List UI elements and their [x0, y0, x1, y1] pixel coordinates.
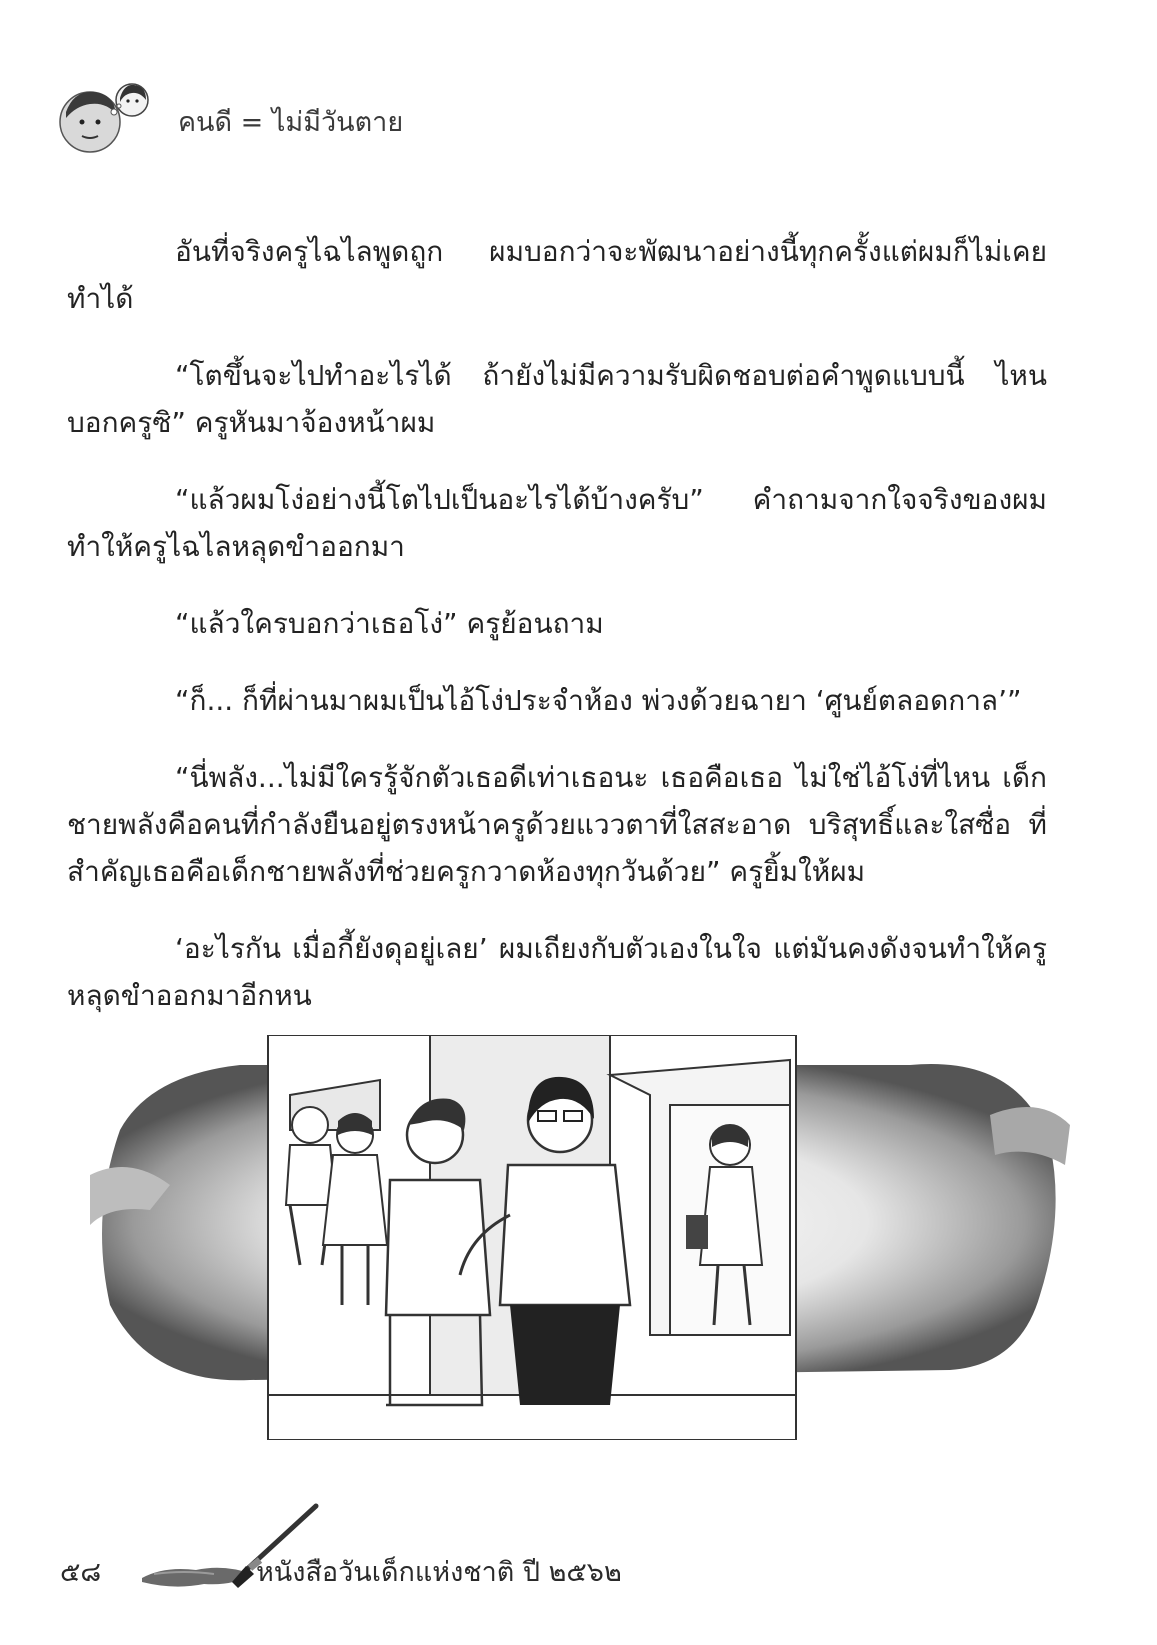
paragraph: ‘อะไรกัน เมื่อกี้ยังดุอยู่เลย’ ผมเถียงกับตัวเองในใจ แต่มันคงดังจนทำให้ครูหลุดขำออกมาอีกหน [67, 932, 1047, 1012]
chapter-title: คนดี = ไม่มีวันตาย [178, 107, 404, 138]
paragraph: “นี่พลัง...ไม่มีใครรู้จักตัวเธอดีเท่าเธอนะ เธอคือเธอ ไม่ใช่ไอ้โง่ที่ไหน เด็กชายพลังคือคนที่กำลังยืนอยู่ตรงหน้าครูด้วยแววตาที่ใสสะอาด บริสุทธิ์และใสซื่อ ที่สำคัญเธอคือเด็กชายพลังที่ช่วยครูกวาดห้องทุกวันด้วย” ครูยิ้มให้ผม [67, 761, 1047, 888]
page-header [52, 78, 552, 158]
boy-and-teacher-portrait-icon [52, 78, 170, 158]
book-title: หนังสือวันเด็กแห่งชาติ ปี ๒๕๖๒ [256, 1557, 622, 1588]
paragraph: “โตขึ้นจะไปทำอะไรได้ ถ้ายังไม่มีความรับผิดชอบต่อคำพูดแบบนี้ ไหนบอกครูซิ” ครูหันมาจ้องหน้าผม [67, 359, 1047, 439]
teacher-and-students-schoolyard-illustration [90, 1035, 1070, 1440]
paragraph: อันที่จริงครูไฉไลพูดถูก ผมบอกว่าจะพัฒนาอย่างนี้ทุกครั้งแต่ผมก็ไม่เคยทำได้ [67, 235, 1047, 315]
page-footer [60, 1500, 760, 1600]
paragraph: “แล้วใครบอกว่าเธอโง่” ครูย้อนถาม [175, 607, 604, 640]
story-body [67, 228, 1047, 1019]
paragraph: “ก็... ก็ที่ผ่านมาผมเป็นไอ้โง่ประจำห้อง พ่วงด้วยฉายา ‘ศูนย์ตลอดกาล’” [175, 684, 1022, 717]
page-number: ๕๘ [60, 1557, 102, 1588]
paragraph: “แล้วผมโง่อย่างนี้โตไปเป็นอะไรได้บ้างครับ” คำถามจากใจจริงของผมทำให้ครูไฉไลหลุดขำออกมา [67, 483, 1047, 563]
